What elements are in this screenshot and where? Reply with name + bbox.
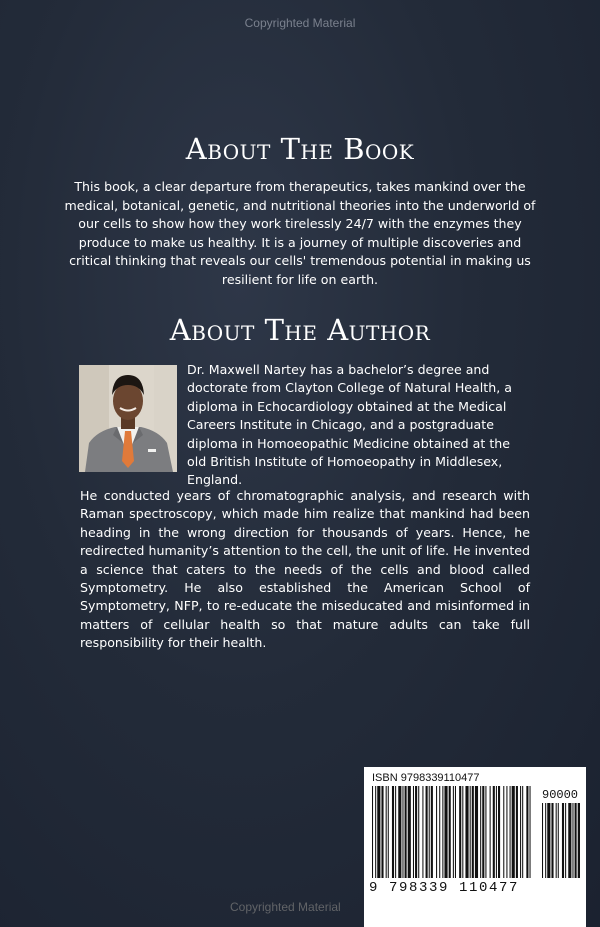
about-book-text: This book, a clear departure from therapeutics, takes mankind over the medical, botanical, genetic, and nutritional theories into the underworld of our cells to show how they work tirelessly 24/7 with the enzymes they produce to make us healthy. It is a journey of multiple discoveries and critical thinking that reveals our cells' tremendous potential in making us resilient for life on earth.	[64, 179, 536, 287]
isbn-label: ISBN 9798339110477	[372, 772, 480, 784]
author-photo	[79, 365, 177, 472]
watermark-bottom: Copyrighted Material	[230, 900, 341, 914]
barcode-digits: 9 798339 110477	[369, 880, 520, 896]
watermark-top: Copyrighted Material	[244, 16, 356, 30]
barcode-bars-icon	[364, 767, 586, 927]
about-book-heading: About The Book	[185, 132, 415, 166]
about-author-heading: About The Author	[169, 313, 431, 347]
price-code: 90000	[542, 788, 579, 802]
author-bio-main: He conducted years of chromatographic analysis, and research with Raman spectroscopy, which made him realize that mankind had been heading in the wrong direction for thousands of years. Hence, he redirected humanity’s attention to the cell, the unit of life. He invented a science that caters to the needs of the cells and blood called Symptometry. He also established the American School of Symptometry, NFP, to re-educate the miseducated and misinformed in matters of cellular health so that mature adults can take full responsibility for their health.	[80, 488, 530, 651]
author-bio-intro: Dr. Maxwell Nartey has a bachelor’s degree and doctorate from Clayton College of Natural Health, a diploma in Echocardiology obtained at the Medical Careers Institute in Chicago, and a postgraduate diploma in Homoeopathic Medicine obtained at the old British Institute of Homoeopathy in Middlesex, England.	[187, 362, 512, 488]
author-portrait-illustration	[79, 365, 177, 472]
isbn-barcode	[364, 767, 586, 927]
